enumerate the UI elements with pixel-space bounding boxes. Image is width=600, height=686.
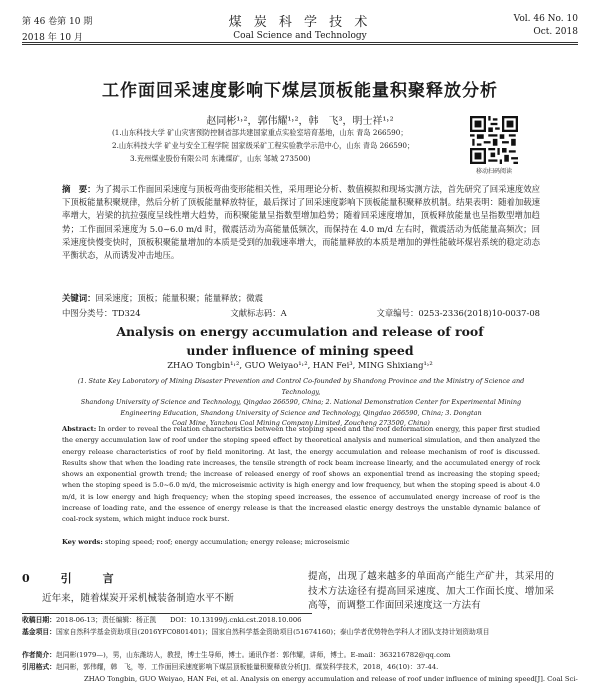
intro-left-column: 近年来，随着煤炭开采机械装备制造水平不断 (42, 593, 234, 604)
affiliation-en-3: Engineering Education, Shandong University of Science and Technology, Qingdao 266590, China; 3. Dongtan (120, 408, 482, 417)
footnote-author-text: 赵同彬(1979—)，男，山东潍坊人，教授，博士生导师，博士。通讯作者：郭伟耀，讲师，博士。E-mail：363216782@qq.com (55, 651, 451, 659)
classification-line (62, 307, 540, 319)
affiliation-en-1: (1. State Key Laboratory of Mining Disaster Prevention and Control Co-founded by Shandong Province and the Ministry of Science and Technology, (77, 377, 525, 396)
footnote-received-label: 收稿日期： (22, 616, 56, 624)
keywords-en-label: Key words: (62, 538, 103, 546)
title-en-line-2: under influence of mining speed (186, 343, 414, 358)
document-code: 文献标志码：A (230, 308, 287, 318)
article-title-en (0, 322, 600, 360)
abstract-cn-label: 摘 要： (62, 184, 96, 194)
affiliation-cn-3: 3.兖州煤业股份有限公司 东滩煤矿，山东 邹城 273500) (130, 154, 311, 163)
footnote-citation-text: 赵同彬，郭伟耀，韩 飞，等．工作面回采速度影响下煤层顶板能量积聚释放分析[J]．煤炭科学技术，2018，46(10)：37-44. (55, 663, 439, 671)
header-rule (22, 42, 578, 43)
keywords-en (62, 537, 540, 548)
authors-cn: 赵同彬¹˒²，郭伟耀¹˒²，韩 飞³，明士祥¹˒² (206, 116, 394, 127)
affiliation-cn-1: (1.山东科技大学 矿山灾害预防控制省部共建国家重点实验室培育基地，山东 青岛 266590； (112, 128, 408, 137)
affiliations-en (62, 376, 540, 429)
header-volume-en (514, 14, 578, 37)
footnote-received (22, 615, 578, 626)
header-journal (0, 11, 600, 41)
abstract-cn (62, 183, 540, 262)
footnote-citation-en: ZHAO Tongbin, GUO Weiyao, HAN Fei, et al. Analysis on energy accumulation and release of roof under influence of mining speed[J]. Coal Sci- (84, 675, 578, 683)
footnote-citation-label: 引用格式： (22, 663, 56, 671)
qr-caption: 移动扫码阅读 (475, 168, 512, 175)
affiliation-en-4: Coal Mine, Yanzhou Coal Mining Company Limited, Zoucheng 273500, China) (172, 419, 430, 428)
header-date-en: Oct. 2018 (533, 27, 578, 37)
authors-en: ZHAO Tongbin¹˒², GUO Weiyao¹˒², HAN Fei³, MING Shixiang¹˒² (167, 360, 433, 370)
footnote-received-text: 2018-06-13；责任编辑：杨正凯 DOI：10.13199/j.cnki.cst.2018.10.006 (55, 616, 302, 624)
keywords-cn-label: 关键词： (62, 293, 96, 303)
affiliation-en-2: Shandong University of Science and Technology, Qingdao 266590, China; 2. National Demonstration Center for Experimental Mining (80, 398, 522, 407)
affiliation-cn-2: 2.山东科技大学 矿业与安全工程学院 国家级采矿工程实验教学示范中心，山东 青岛 266590； (112, 141, 415, 150)
article-number: 文章编号：0253-2336(2018)10-0037-08 (376, 308, 540, 318)
abstract-en-label: Abstract: (62, 425, 97, 433)
qr-code-icon (470, 116, 518, 164)
keywords-cn (62, 292, 540, 305)
footnote-author (22, 650, 578, 661)
journal-name-cn: 煤 炭 科 学 技 术 (228, 15, 372, 30)
abstract-en-text: In order to reveal the relation characteristics between the stoping speed and the roof deformation energy, this paper first studied the energy accumulation law of roof under the stoping speed effect by theoretical analysis and numerical simulation, and then analyzed the energy release characteristics of roof by field monitoring. At last, the energy accumulation and release mechanism of roof is discussed. Results show that when the loading rate increases, the tensile strength of rock beam increase linearly, and the accumulated energy of rock shows an exponential growth trend; the increase of released energy of roof shows an exponential trend as increasing the stoping speed; when the stoping speed is 5.0~6.0 m/d, the microseismic activity is high energy and low frequency, but when the stoping speed is about 4.0 m/d, it is low energy and high frequency; when the stoping speed increases, the essence of accumulated energy increase of roof is the increase of loading rate, and the essence of energy release is that the increased elastic energy destroys the unstable dynamic balance of coal-rock system, which might induce rock burst. (62, 425, 540, 524)
footnote-rule (22, 613, 312, 614)
header-date-cn: 2018 年 10 月 (22, 33, 83, 43)
header-rule-thin (22, 44, 578, 45)
footnote-citation (22, 662, 578, 673)
abstract-en (62, 424, 540, 526)
title-en-line-1: Analysis on energy accumulation and release of roof (116, 324, 484, 339)
footnote-funding-label: 基金项目： (22, 628, 56, 636)
header-volume-en-text: Vol. 46 No. 10 (513, 14, 578, 24)
article-title-cn: 工作面回采速度影响下煤层顶板能量积聚释放分析 (102, 81, 498, 101)
footnote-funding-text: 国家自然科学基金资助项目(2016YFC0801401)；国家自然科学基金资助项目(51674160)；泰山学者优势特色学科人才团队支持计划资助项目 (55, 628, 490, 636)
header-volume-cn-text: 第 46 卷第 10 期 (22, 17, 93, 27)
section-heading-introduction: 0 引 言 (22, 572, 124, 585)
clc-number: 中图分类号：TD324 (62, 308, 141, 318)
keywords-cn-text: 回采速度；顶板；能量积聚；能量释放；微震 (95, 293, 263, 303)
footnote-author-label: 作者简介： (22, 651, 56, 659)
keywords-en-text: stoping speed; roof; energy accumulation; energy release; microseismic (104, 538, 350, 546)
journal-name-en: Coal Science and Technology (233, 31, 367, 41)
footnote-funding (22, 627, 578, 638)
abstract-cn-text: 为了揭示工作面回采速度与顶板弯曲变形能相关性，采用理论分析、数值模拟和现场实测方法，首先研究了回采速度效应下顶板能量积聚规律，然后分析了顶板能量释放特征，最后探讨了回采速度影响下顶板能量积聚释放机制。结果表明：随着加载速率增大，岩梁的抗拉强度呈线性增大趋势，而积聚能量呈指数型增加趋势；随着回采速度增加，顶板释放能量也呈指数型增加趋势；工作面回采速度为 5.0~6.0 m/d 时，微震活动为高能量低频次，而保持在 4.0 m/d 左右时，微震活动为低能量高频次；回采速度快慢变快时，顶板积聚能量增加的本质是受到的加载速率增大，而能量释放的本质是增加的弹性能破坏煤岩系统的稳定动态平衡状态，从而诱发冲击地压。 (62, 184, 540, 261)
intro-right-column: 提高，出现了越来越多的单面高产能生产矿井，其采用的技术方法途径有提高回采速度、加大工作面长度、增加采高等，而调整工作面回采速度这一方法有 (308, 571, 554, 612)
